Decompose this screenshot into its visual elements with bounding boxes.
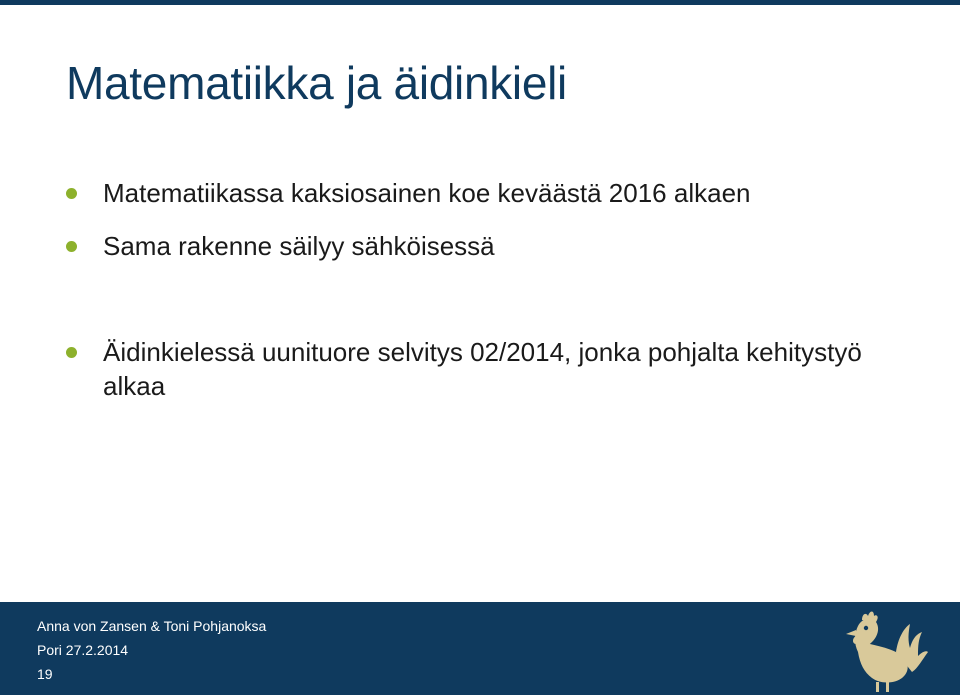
bullet-item (66, 176, 866, 210)
page-number: 19 (37, 666, 53, 682)
top-accent-bar (0, 0, 960, 5)
slide-title: Matematiikka ja äidinkieli (66, 57, 567, 109)
footer-place-date: Pori 27.2.2014 (37, 642, 129, 658)
bullet-item (66, 229, 866, 263)
bullet-text: Sama rakenne säilyy sähköisessä (103, 231, 495, 261)
footer-bar (0, 602, 960, 695)
bullet-dot-icon (66, 347, 77, 358)
footer-authors: Anna von Zansen & Toni Pohjanoksa (37, 618, 267, 634)
bullet-item (66, 335, 866, 403)
bullet-dot-icon (66, 188, 77, 199)
bullet-dot-icon (66, 241, 77, 252)
bullet-text: Matematiikassa kaksiosainen koe keväästä 2016 alkaen (103, 178, 751, 208)
bullet-text: Äidinkielessä uunituore selvitys 02/2014, jonka pohjalta kehitystyö alkaa (103, 337, 862, 401)
rooster-logo-icon (838, 608, 928, 694)
